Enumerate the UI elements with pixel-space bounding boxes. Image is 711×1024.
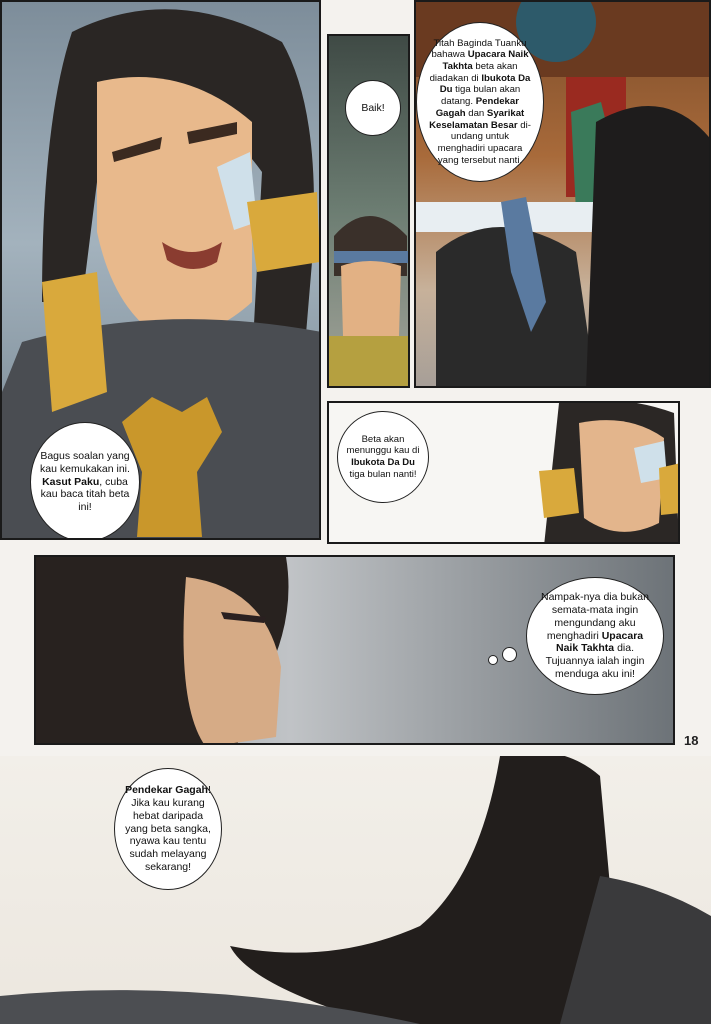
speech-bubble-5-text: Nampak-nya dia bukan semata-mata ingin mengundang aku menghadiri Upacara Naik Takhta dia. Tujuannya ialah ingin menduga aku ini! — [541, 591, 649, 680]
panel-villain-wait — [327, 401, 680, 544]
panel-longhair-profile — [34, 555, 675, 745]
speech-bubble-6 — [114, 768, 222, 890]
panel-villain-closeup — [0, 0, 321, 540]
thought-dot-small — [488, 655, 498, 665]
speech-bubble-1-text: Bagus soalan yang kau kemukakan ini. Kasut Paku, cuba kau baca titah beta ini! — [40, 450, 130, 514]
speech-bubble-4 — [337, 411, 429, 503]
speech-bubble-2-text: Baik! — [361, 101, 385, 114]
thought-dot-large — [502, 647, 517, 662]
longhair-back-art — [0, 756, 711, 1024]
speech-bubble-6-text: Pendekar Gagah! Jika kau kurang hebat daripada yang beta sangka, nyawa kau tentu sudah melayang sekarang! — [125, 784, 211, 873]
speech-bubble-1 — [30, 422, 140, 540]
speech-bubble-3-text: Titah Baginda Tuanku bahawa Upacara Naik Takhta beta akan diadakan di Ibukota Da Du tiga bulan akan datang. Pendekar Gagah dan Syarikat Keselamatan Besar di-undang untuk menghadiri upacara yang tersebut nanti. — [429, 37, 531, 166]
panel-throne-scene — [414, 0, 711, 388]
page-number: 18 — [684, 733, 699, 748]
panel-longhair-back — [0, 756, 711, 1024]
speech-bubble-2 — [345, 80, 401, 136]
speech-bubble-5 — [526, 577, 664, 695]
speech-bubble-4-text: Beta akan menunggu kau di Ibukota Da Du tiga bulan nanti! — [346, 433, 420, 480]
speech-bubble-3 — [416, 22, 544, 182]
panel-hero-reply — [327, 34, 410, 388]
